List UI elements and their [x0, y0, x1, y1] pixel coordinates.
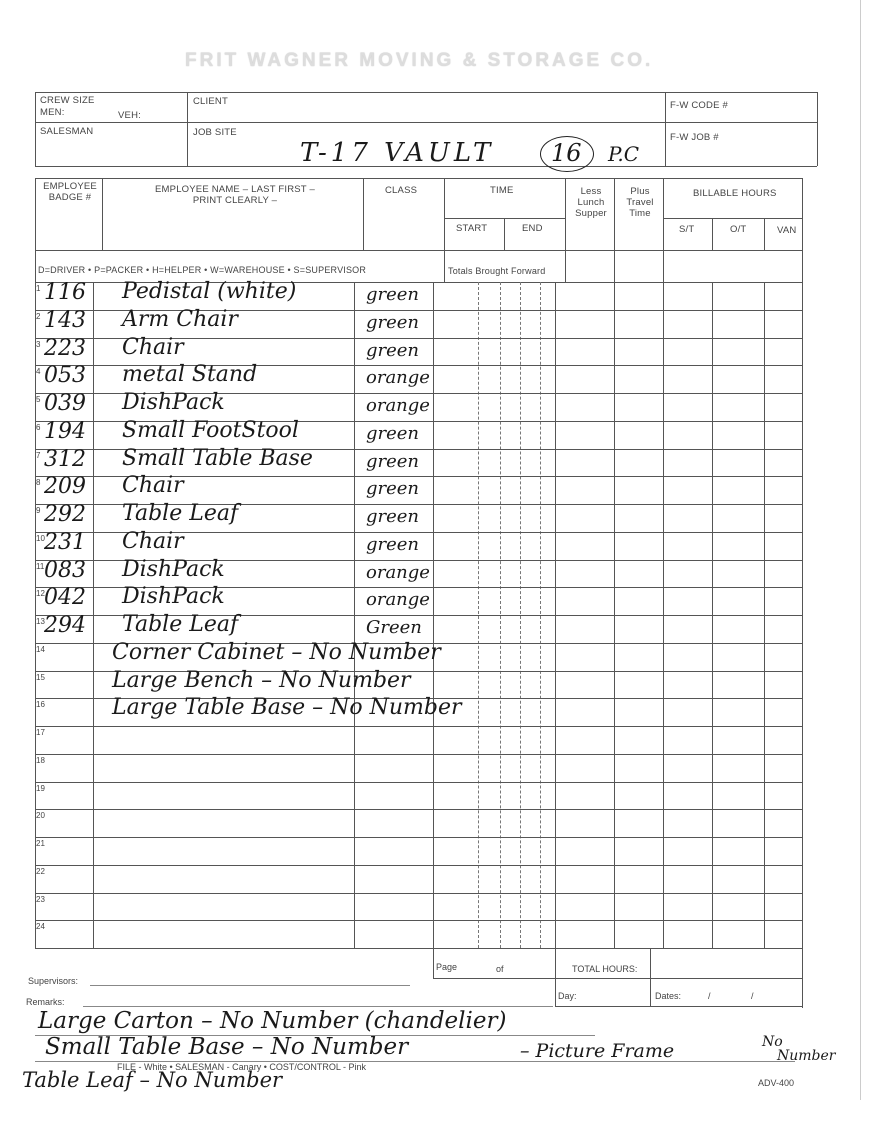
row-number: 13 [36, 617, 45, 626]
row-badge: 194 [44, 419, 86, 444]
row-class: green [366, 284, 420, 305]
row-class: orange [366, 395, 430, 416]
row-item-name: Large Table Base – No Number [112, 695, 462, 720]
plus-travel-header: Plus Travel Time [626, 186, 654, 219]
row-class: green [366, 506, 420, 527]
dates-label: Dates: [655, 991, 682, 1001]
veh-label: VEH: [118, 110, 141, 121]
supervisors-label: Supervisors: [28, 976, 79, 986]
row-item-name: Arm Chair [122, 307, 238, 332]
row-number: 5 [36, 395, 41, 404]
row-number: 7 [36, 451, 41, 460]
row-item-name: metal Stand [122, 362, 258, 387]
time-header: TIME [490, 185, 514, 196]
row-badge: 143 [44, 308, 86, 333]
row-item-name: DishPack [122, 390, 225, 415]
row-number: 2 [36, 312, 41, 321]
date-separator-1: / [708, 991, 711, 1001]
row-number: 20 [36, 811, 45, 820]
row-class: green [366, 312, 420, 333]
men-label: MEN: [40, 107, 65, 118]
row-number: 6 [36, 423, 41, 432]
row-badge: 039 [44, 391, 86, 416]
fw-job-label: F-W JOB # [670, 132, 719, 143]
row-class: green [366, 451, 420, 472]
row-item-name: DishPack [122, 557, 225, 582]
ot-header: O/T [730, 224, 747, 235]
row-number: 23 [36, 895, 45, 904]
row-item-name: Large Bench – No Number [112, 668, 411, 693]
row-badge: 294 [44, 613, 86, 638]
van-header: VAN [777, 225, 797, 236]
remarks-line-1: Large Carton – No Number (chandelier) [38, 1008, 507, 1034]
row-class: Green [366, 617, 422, 638]
row-badge: 292 [44, 502, 86, 527]
of-label: of [496, 964, 504, 974]
employee-name-header: EMPLOYEE NAME – LAST FIRST – PRINT CLEARLY – [155, 184, 315, 206]
row-item-name: Small FootStool [122, 418, 299, 443]
page-label: Page [436, 962, 458, 972]
employee-badge-header: EMPLOYEE BADGE # [43, 181, 97, 203]
row-item-name: Chair [122, 335, 184, 360]
row-badge: 209 [44, 474, 86, 499]
row-item-name: Small Table Base [122, 446, 313, 471]
row-badge: 312 [44, 447, 86, 472]
pc-count: 16 [551, 139, 582, 167]
job-site-value: T-17 VAULT [300, 138, 495, 168]
row-badge: 116 [44, 280, 86, 305]
row-badge: 042 [44, 585, 86, 610]
less-lunch-header: Less Lunch Supper [575, 186, 607, 219]
row-number: 1 [36, 284, 41, 293]
job-site-label: JOB SITE [193, 127, 237, 138]
row-class: orange [366, 367, 430, 388]
row-item-name: DishPack [122, 584, 225, 609]
row-number: 4 [36, 367, 41, 376]
totals-forward-label: Totals Brought Forward [448, 266, 546, 276]
row-number: 16 [36, 700, 45, 709]
start-header: START [456, 223, 488, 234]
row-number: 21 [36, 839, 45, 848]
row-badge: 223 [44, 336, 86, 361]
row-number: 17 [36, 728, 45, 737]
row-number: 22 [36, 867, 45, 876]
remarks-number: Number [777, 1048, 836, 1064]
copy-distribution: FILE - White • SALESMAN - Canary • COST/CONTROL - Pink [117, 1062, 367, 1072]
row-number: 24 [36, 922, 45, 931]
row-number: 18 [36, 756, 45, 765]
form-title: FRIT WAGNER MOVING & STORAGE CO. [185, 50, 654, 71]
row-item-name: Chair [122, 529, 184, 554]
day-label: Day: [558, 991, 577, 1001]
salesman-label: SALESMAN [40, 126, 94, 137]
row-item-name: Table Leaf [122, 612, 239, 637]
row-badge: 053 [44, 363, 86, 388]
remarks-line-3: – Picture Frame [520, 1040, 675, 1062]
pc-label: P.C [608, 142, 640, 166]
row-item-name: Pedistal (white) [122, 279, 297, 304]
crew-size-label: CREW SIZE [40, 95, 95, 106]
row-class: green [366, 534, 420, 555]
row-number: 14 [36, 645, 45, 654]
st-header: S/T [679, 224, 695, 235]
remarks-no: No [762, 1034, 783, 1050]
page-edge [860, 0, 861, 1100]
remarks-label: Remarks: [26, 997, 65, 1007]
fw-code-label: F-W CODE # [670, 100, 728, 111]
form-number: ADV-400 [758, 1078, 795, 1088]
row-number: 8 [36, 478, 41, 487]
date-separator-2: / [751, 991, 754, 1001]
remarks-line-4: Table Leaf – No Number [22, 1068, 283, 1092]
row-item-name: Corner Cabinet – No Number [112, 640, 441, 665]
row-badge: 231 [44, 530, 86, 555]
row-number: 15 [36, 673, 45, 682]
row-item-name: Chair [122, 473, 184, 498]
row-number: 9 [36, 506, 41, 515]
row-number: 19 [36, 784, 45, 793]
row-number: 3 [36, 340, 41, 349]
row-number: 10 [36, 534, 45, 543]
client-label: CLIENT [193, 96, 228, 107]
total-hours-label: TOTAL HOURS: [572, 964, 638, 974]
row-badge: 083 [44, 558, 86, 583]
class-legend: D=DRIVER • P=PACKER • H=HELPER • W=WAREHOUSE • S=SUPERVISOR [38, 265, 367, 275]
end-header: END [522, 223, 543, 234]
class-header: CLASS [385, 185, 418, 196]
row-class: green [366, 423, 420, 444]
row-item-name: Table Leaf [122, 501, 239, 526]
remarks-line-2: Small Table Base – No Number [45, 1034, 409, 1060]
row-class: green [366, 340, 420, 361]
row-class: orange [366, 562, 430, 583]
row-number: 11 [36, 562, 45, 571]
row-class: orange [366, 589, 430, 610]
row-class: green [366, 478, 420, 499]
row-number: 12 [36, 589, 45, 598]
billable-hours-header: BILLABLE HOURS [693, 188, 777, 199]
